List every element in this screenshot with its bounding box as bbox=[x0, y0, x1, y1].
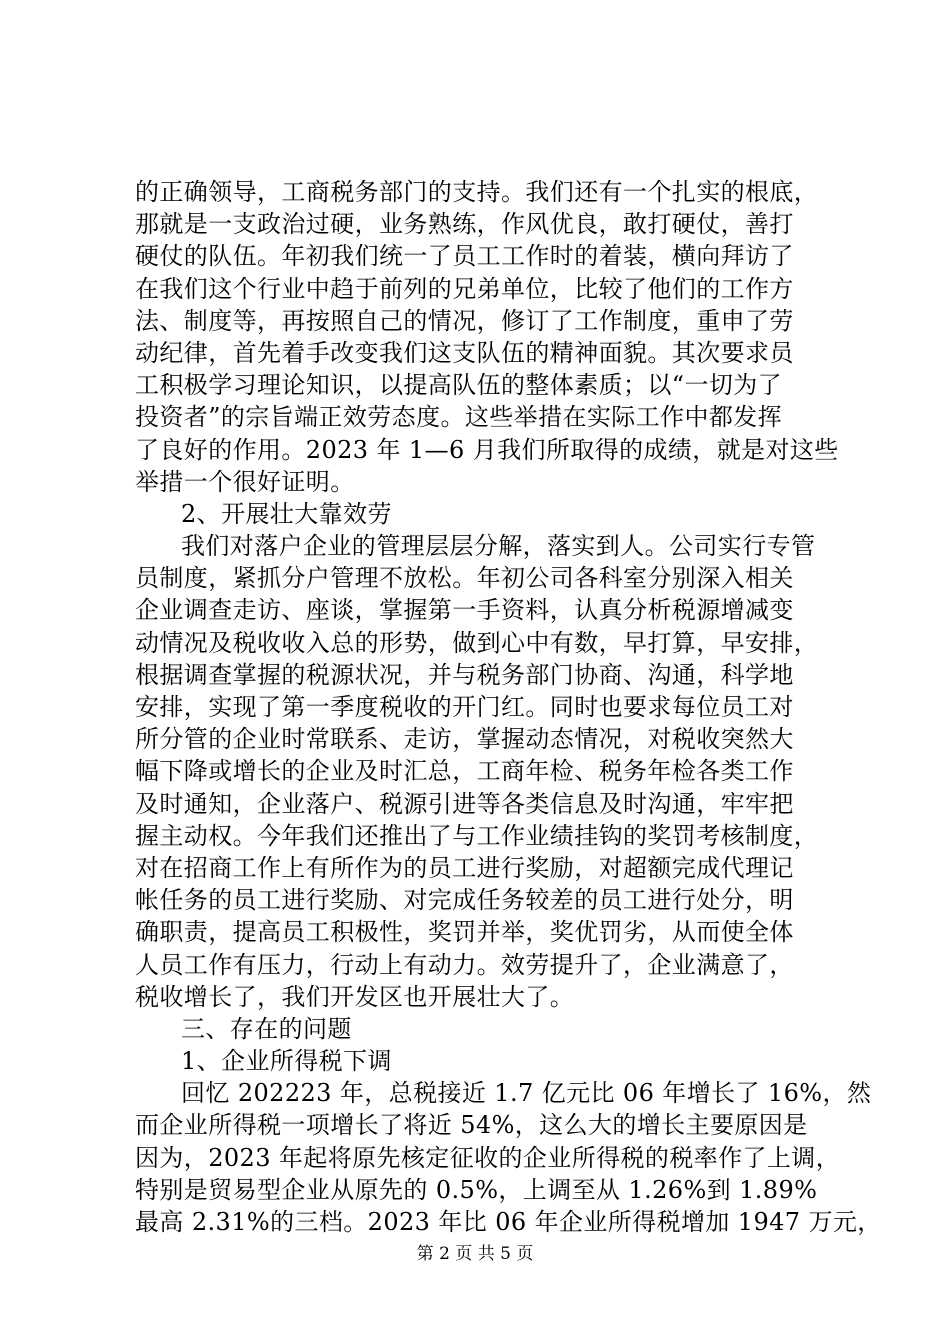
text-line: 法、制度等，再按照自己的情况，修订了工作制度，重申了劳 bbox=[135, 306, 794, 335]
text-line: 幅下降或增长的企业及时汇总，工商年检、税务年检各类工作 bbox=[135, 757, 794, 786]
text-line: 握主动权。今年我们还推出了与工作业绩挂钩的奖罚考核制度， bbox=[135, 821, 819, 850]
text-line: 工积极学习理论知识，以提高队伍的整体素质；以“一切为了 bbox=[135, 371, 783, 400]
text-line: 动纪律，首先着手改变我们这支队伍的精神面貌。其次要求员 bbox=[135, 338, 794, 367]
text-line: 根据调查掌握的税源状况，并与税务部门协商、沟通，科学地 bbox=[135, 660, 794, 689]
text-line: 员制度，紧抓分户管理不放松。年初公司各科室分别深入相关 bbox=[135, 564, 794, 593]
text-line: 确职责，提高员工积极性，奖罚并举，奖优罚劣，从而使全体 bbox=[135, 918, 794, 947]
text-line: 硬仗的队伍。年初我们统一了员工工作时的着装，横向拜访了 bbox=[135, 242, 794, 271]
text-line: 因为，2023 年起将原先核定征收的企业所得税的税率作了上调， bbox=[135, 1143, 841, 1172]
text-line: 投资者”的宗旨端正效劳态度。这些举措在实际工作中都发挥 bbox=[135, 403, 783, 432]
text-line: 而企业所得税一项增长了将近 54%，这么大的增长主要原因是 bbox=[135, 1111, 808, 1140]
text-line: 我们对落户企业的管理层层分解，落实到人。公司实行专管 bbox=[181, 532, 816, 561]
text-line: 了良好的作用。2023 年 1—6 月我们所取得的成绩，就是对这些 bbox=[135, 435, 839, 464]
body-text bbox=[135, 176, 882, 1238]
text-line: 动情况及税收收入总的形势，做到心中有数，早打算，早安排， bbox=[135, 628, 819, 657]
section-heading: 三、存在的问题 bbox=[181, 1014, 352, 1043]
text-line: 那就是一支政治过硬，业务熟练，作风优良，敢打硬仗，善打 bbox=[135, 210, 794, 239]
text-line: 回忆 202223 年，总税接近 1.7 亿元比 06 年增长了 16%，然 bbox=[181, 1079, 872, 1108]
text-line: 人员工作有压力，行动上有动力。效劳提升了，企业满意了， bbox=[135, 950, 794, 979]
text-line: 安排，实现了第一季度税收的开门红。同时也要求每位员工对 bbox=[135, 693, 794, 721]
text-line: 对在招商工作上有所作为的员工进行奖励，对超额完成代理记 bbox=[135, 853, 794, 882]
text-line: 特别是贸易型企业从原先的 0.5%，上调至从 1.26%到 1.89% bbox=[135, 1175, 818, 1204]
text-line: 在我们这个行业中趋于前列的兄弟单位，比较了他们的工作方 bbox=[135, 274, 794, 303]
text-line: 的正确领导，工商税务部门的支持。我们还有一个扎实的根底， bbox=[135, 178, 819, 206]
text-line: 帐任务的员工进行奖励、对完成任务较差的员工进行处分，明 bbox=[135, 886, 794, 915]
text-line: 举措一个很好证明。 bbox=[135, 467, 355, 496]
section-heading: 1、企业所得税下调 bbox=[181, 1047, 392, 1076]
text-line: 及时通知，企业落户、税源引进等各类信息及时沟通，牢牢把 bbox=[135, 789, 794, 818]
section-heading: 2、开展壮大靠效劳 bbox=[181, 499, 392, 528]
text-line: 最高 2.31%的三档。2023 年比 06 年企业所得税增加 1947 万元， bbox=[135, 1208, 882, 1236]
page-number: 第 2 页 共 5 页 bbox=[416, 1244, 534, 1264]
text-line: 所分管的企业时常联系、走访，掌握动态情况，对税收突然大 bbox=[135, 725, 794, 754]
text-line: 税收增长了，我们开发区也开展壮大了。 bbox=[135, 982, 575, 1011]
text-line: 企业调查走访、座谈，掌握第一手资料，认真分析税源增减变 bbox=[135, 596, 794, 625]
